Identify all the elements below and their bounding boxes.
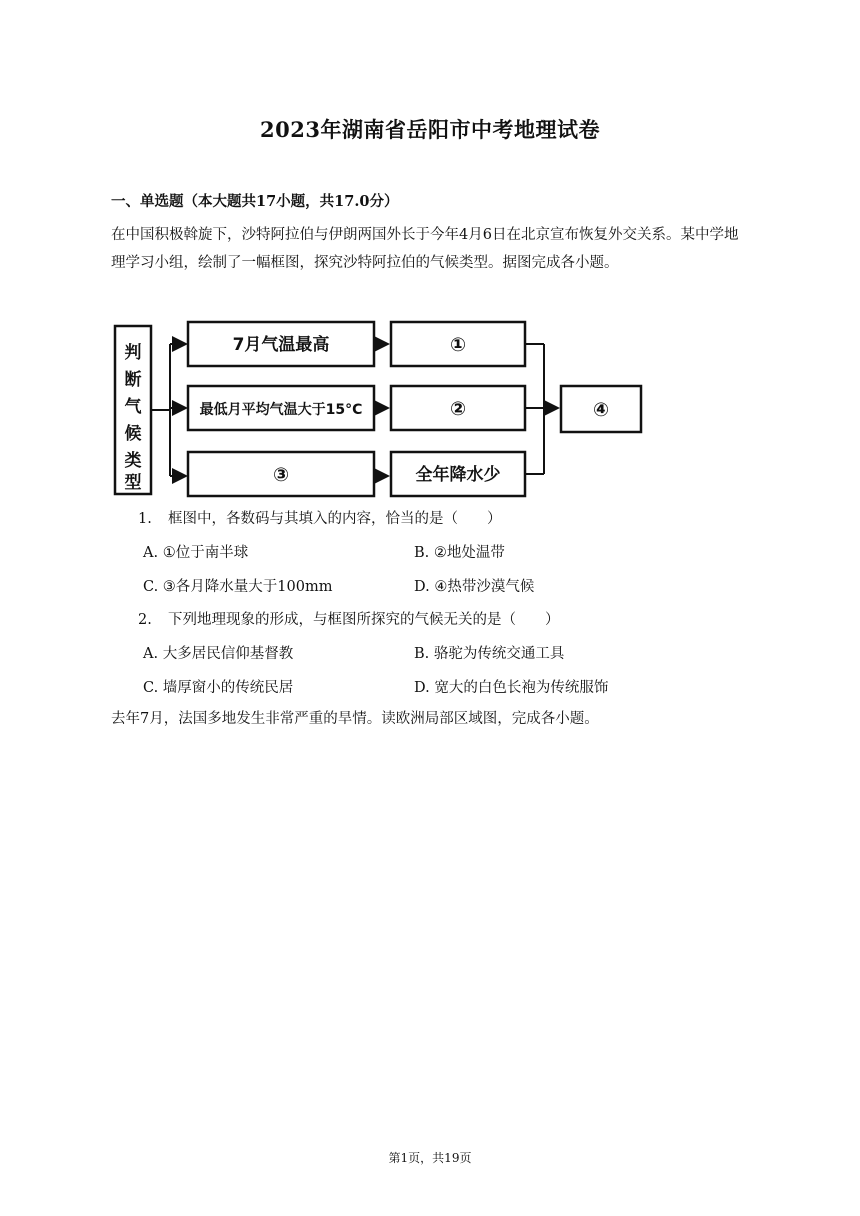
- box-three-text: ③: [272, 464, 290, 486]
- box-july-text: 7月气温最高: [232, 335, 330, 355]
- question-2-number: 2.: [138, 612, 152, 628]
- box-lowest-text: 最低月平均气温大于15°C: [199, 402, 363, 418]
- box-rain-text: 全年降水少: [415, 465, 501, 485]
- q2-option-a: A. 大多居民信仰基督教: [143, 646, 294, 662]
- left-label-char-6: 型: [124, 473, 142, 493]
- intro-paragraph-2: 去年7月，法国多地发生非常严重的旱情。读欧洲局部区域图，完成各小题。: [111, 711, 599, 727]
- climate-flow-diagram: [112, 316, 644, 500]
- q1-option-b: B. ②地处温带: [414, 545, 505, 561]
- question-1: [138, 507, 502, 528]
- left-label-char-5: 类: [124, 451, 142, 471]
- page-footer: 第1页，共19页: [388, 1151, 472, 1165]
- left-label-char-1: 判: [124, 343, 142, 363]
- box-two-text: ②: [449, 398, 467, 420]
- box-four-text: ④: [592, 399, 610, 421]
- q2-option-c: C. 墙厚窗小的传统民居: [143, 680, 294, 696]
- question-2-text: 下列地理现象的形成，与框图所探究的气候无关的是（ ）: [168, 612, 560, 628]
- q2-option-d: D. 宽大的白色长袍为传统服饰: [414, 680, 609, 696]
- question-1-text: 框图中，各数码与其填入的内容，恰当的是（ ）: [168, 511, 502, 527]
- q1-option-a: A. ①位于南半球: [143, 545, 249, 561]
- q1-option-d: D. ④热带沙漠气候: [414, 579, 535, 595]
- left-label-char-4: 候: [124, 424, 142, 444]
- question-2: [138, 608, 560, 629]
- q2-option-b: B. 骆驼为传统交通工具: [414, 646, 565, 662]
- box-one-text: ①: [449, 334, 467, 356]
- left-label-char-3: 气: [124, 397, 142, 417]
- page-title: 2023年湖南省岳阳市中考地理试卷: [260, 117, 600, 142]
- intro-paragraph-1: 在中国积极斡旋下，沙特阿拉伯与伊朗两国外长于今年4月6日在北京宣布恢复外交关系。某中学地理学习小组，绘制了一幅框图，探究沙特阿拉伯的气候类型。据图完成各小题。: [111, 227, 739, 271]
- q1-option-c: C. ③各月降水量大于100mm: [143, 579, 333, 595]
- left-label-char-2: 断: [124, 370, 142, 390]
- section-heading: 一、单选题（本大题共17小题，共17.0分）: [111, 193, 399, 210]
- question-1-number: 1.: [138, 511, 152, 527]
